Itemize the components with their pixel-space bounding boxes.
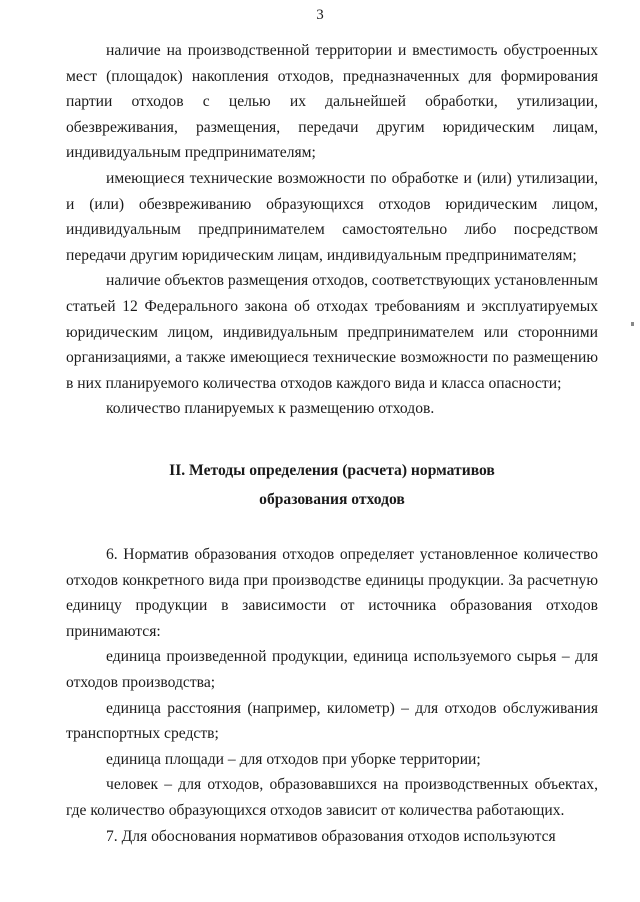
paragraph-distance-unit: единица расстояния (например, километр) – для отходов обслуживания транспортных средств;	[66, 699, 598, 743]
paragraph-disposal-facilities: наличие объектов размещения отходов, соответствующих установленным статьей 12 Федерального закона об отходах требованиям и эксплуатируемых юридическим лицом, индивидуальным предпринимателем или сторонними организациями, а также имеющиеся технические возможности по размещению в них планируемого количества отходов каждого вида и класса опасности;	[66, 272, 598, 392]
margin-mark	[631, 322, 634, 326]
section-heading-line-1: II. Методы определения (расчета) нормативов	[169, 462, 495, 479]
paragraph-6-norm-definition: 6. Норматив образования отходов определяет установленное количество отходов конкретного вида при производстве единицы продукции. За расчетную единицу продукции в зависимости от источника образования отходов принимаются:	[66, 546, 598, 640]
paragraph-area-unit: единица площади – для отходов при уборке территории;	[106, 750, 481, 768]
paragraph-planned-quantity: количество планируемых к размещению отходов.	[106, 400, 435, 418]
paragraph-person-unit: человек – для отходов, образовавшихся на производственных объектах, где количество образующихся отходов зависит от количества работающих.	[66, 776, 598, 819]
paragraph-storage-capacity: наличие на производственной территории и вместимость обустроенных мест (площадок) накопления отходов, предназначенных для формирования партии отходов с целью их дальнейшей обработки, утилизации, обезвреживания, размещения, передачи другим юридическим лицам, индивидуальным предпринимателям;	[66, 42, 598, 162]
paragraph-7-justification: 7. Для обоснования нормативов образования отходов используются	[106, 827, 556, 845]
section-heading	[66, 456, 598, 514]
page-number: 3	[316, 7, 324, 23]
paragraph-technical-capabilities: имеющиеся технические возможности по обработке и (или) утилизации, и (или) обезвреживанию образующихся отходов юридическим лицом, индивидуальным предпринимателем самостоятельно либо посредством передачи другим юридическим лицам, индивидуальным предпринимателям;	[66, 169, 598, 264]
requirements-list	[66, 38, 598, 422]
section-body	[66, 542, 598, 849]
section-heading-line-2: образования отходов	[259, 491, 405, 508]
paragraph-production-unit: единица произведенной продукции, единица используемого сырья – для отходов производства;	[66, 648, 598, 691]
